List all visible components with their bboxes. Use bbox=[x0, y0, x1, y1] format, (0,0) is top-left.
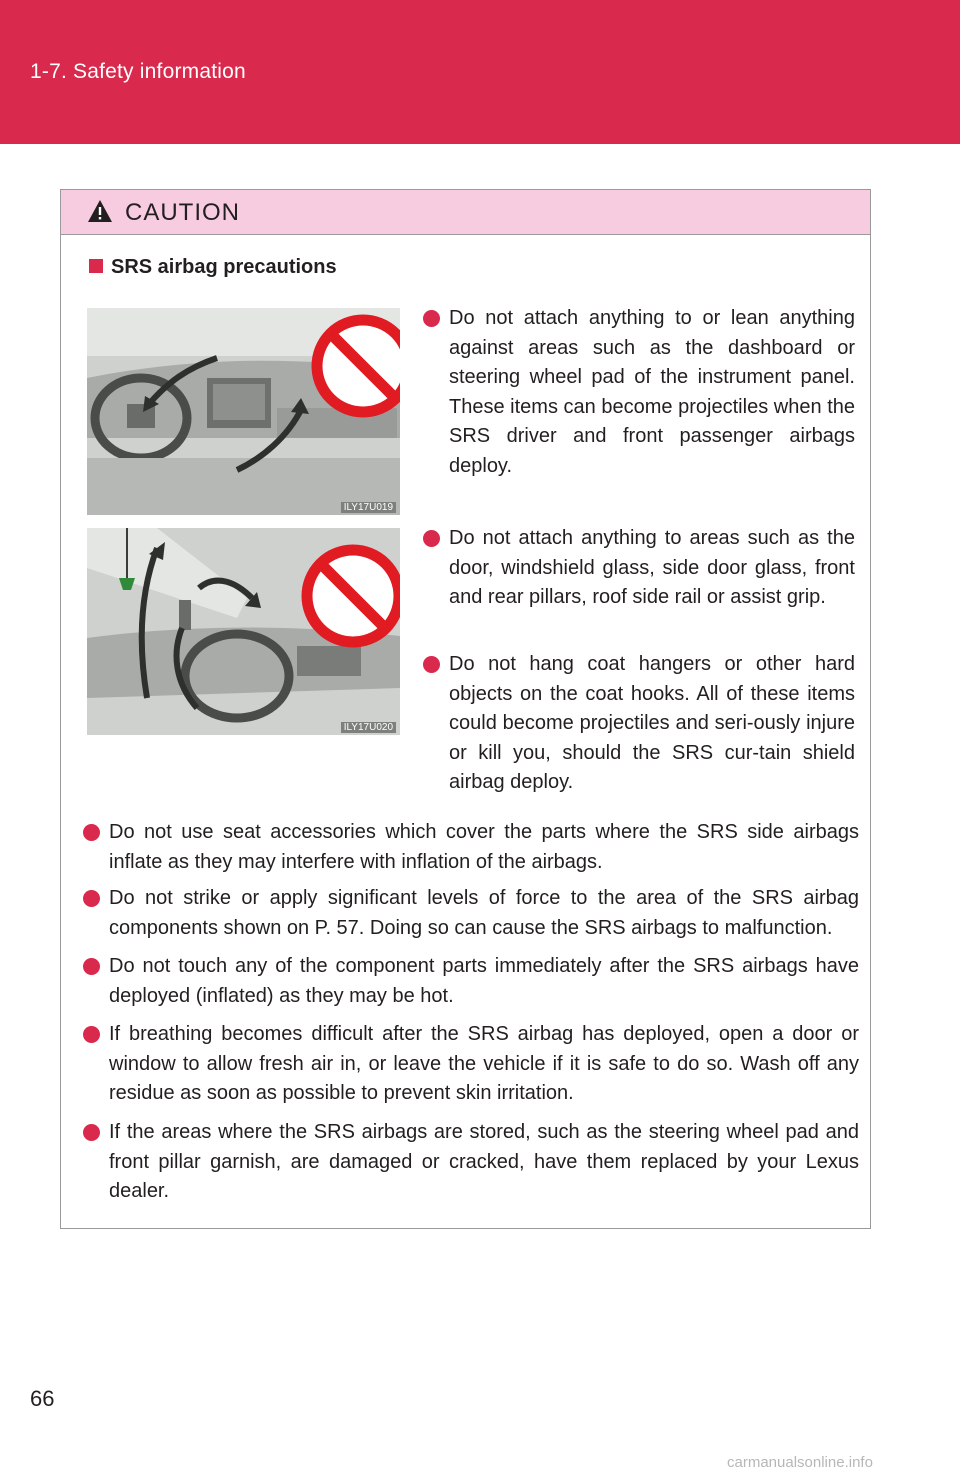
list-item: Do not use seat accessories which cover the parts where the SRS side airbags inflate as they may interfere with inflation of the airbags. bbox=[83, 818, 859, 877]
watermark: carmanualsonline.info bbox=[727, 1454, 873, 1471]
bullet-dot-icon bbox=[83, 958, 100, 975]
figure-code: ILY17U019 bbox=[341, 502, 396, 513]
list-item: Do not hang coat hangers or other hard objects on the coat hooks. All of these items could become projectiles and seri-ously injure or kill you, should the SRS cur-tain shield airbag deploy. bbox=[423, 650, 855, 798]
coat-hook-drawing bbox=[87, 528, 400, 735]
square-bullet-icon bbox=[89, 259, 103, 273]
dashboard-illustration bbox=[87, 308, 400, 515]
section-heading bbox=[89, 256, 337, 279]
list-item: Do not attach anything to or lean anything against areas such as the dashboard or steering wheel pad of the instrument panel. These items can become projectiles when the SRS driver and front passenger airbags deploy. bbox=[423, 304, 855, 481]
warning-triangle-icon bbox=[87, 199, 113, 223]
bullet-dot-icon bbox=[423, 656, 440, 673]
bullet-dot-icon bbox=[423, 310, 440, 327]
list-item: If breathing becomes difficult after the SRS airbag has deployed, open a door or window to allow fresh air in, or leave the vehicle if it is safe to do so. Wash off any residue as soon as possible to prevent skin irritation. bbox=[83, 1020, 859, 1109]
dashboard-drawing bbox=[87, 308, 400, 515]
list-item: Do not strike or apply significant levels of force to the area of the SRS airbag components shown on P. 57. Doing so can cause the SRS airbags to malfunction. bbox=[83, 884, 859, 943]
bullet-dot-icon bbox=[83, 890, 100, 907]
bullet-dot-icon bbox=[83, 1124, 100, 1141]
caution-box bbox=[60, 189, 871, 1229]
bullet-dot-icon bbox=[423, 530, 440, 547]
page-number: 66 bbox=[30, 1386, 55, 1411]
bullet-dot-icon bbox=[83, 1026, 100, 1043]
caution-title: CAUTION bbox=[125, 199, 240, 226]
list-item: Do not touch any of the component parts immediately after the SRS airbags have deployed (inflated) as they may be hot. bbox=[83, 952, 859, 1011]
caution-bar bbox=[61, 190, 870, 235]
bullet-dot-icon bbox=[83, 824, 100, 841]
list-item: Do not attach anything to areas such as the door, windshield glass, side door glass, front and rear pillars, roof side rail or assist grip. bbox=[423, 524, 855, 613]
figure-code: ILY17U020 bbox=[341, 722, 396, 733]
section-title: 1-7. Safety information bbox=[30, 60, 246, 83]
coat-hook-illustration bbox=[87, 528, 400, 735]
heading-text: SRS airbag precautions bbox=[111, 256, 337, 278]
section-header bbox=[0, 0, 960, 144]
list-item: If the areas where the SRS airbags are stored, such as the steering wheel pad and front pillar garnish, are damaged or cracked, have them replaced by your Lexus dealer. bbox=[83, 1118, 859, 1207]
